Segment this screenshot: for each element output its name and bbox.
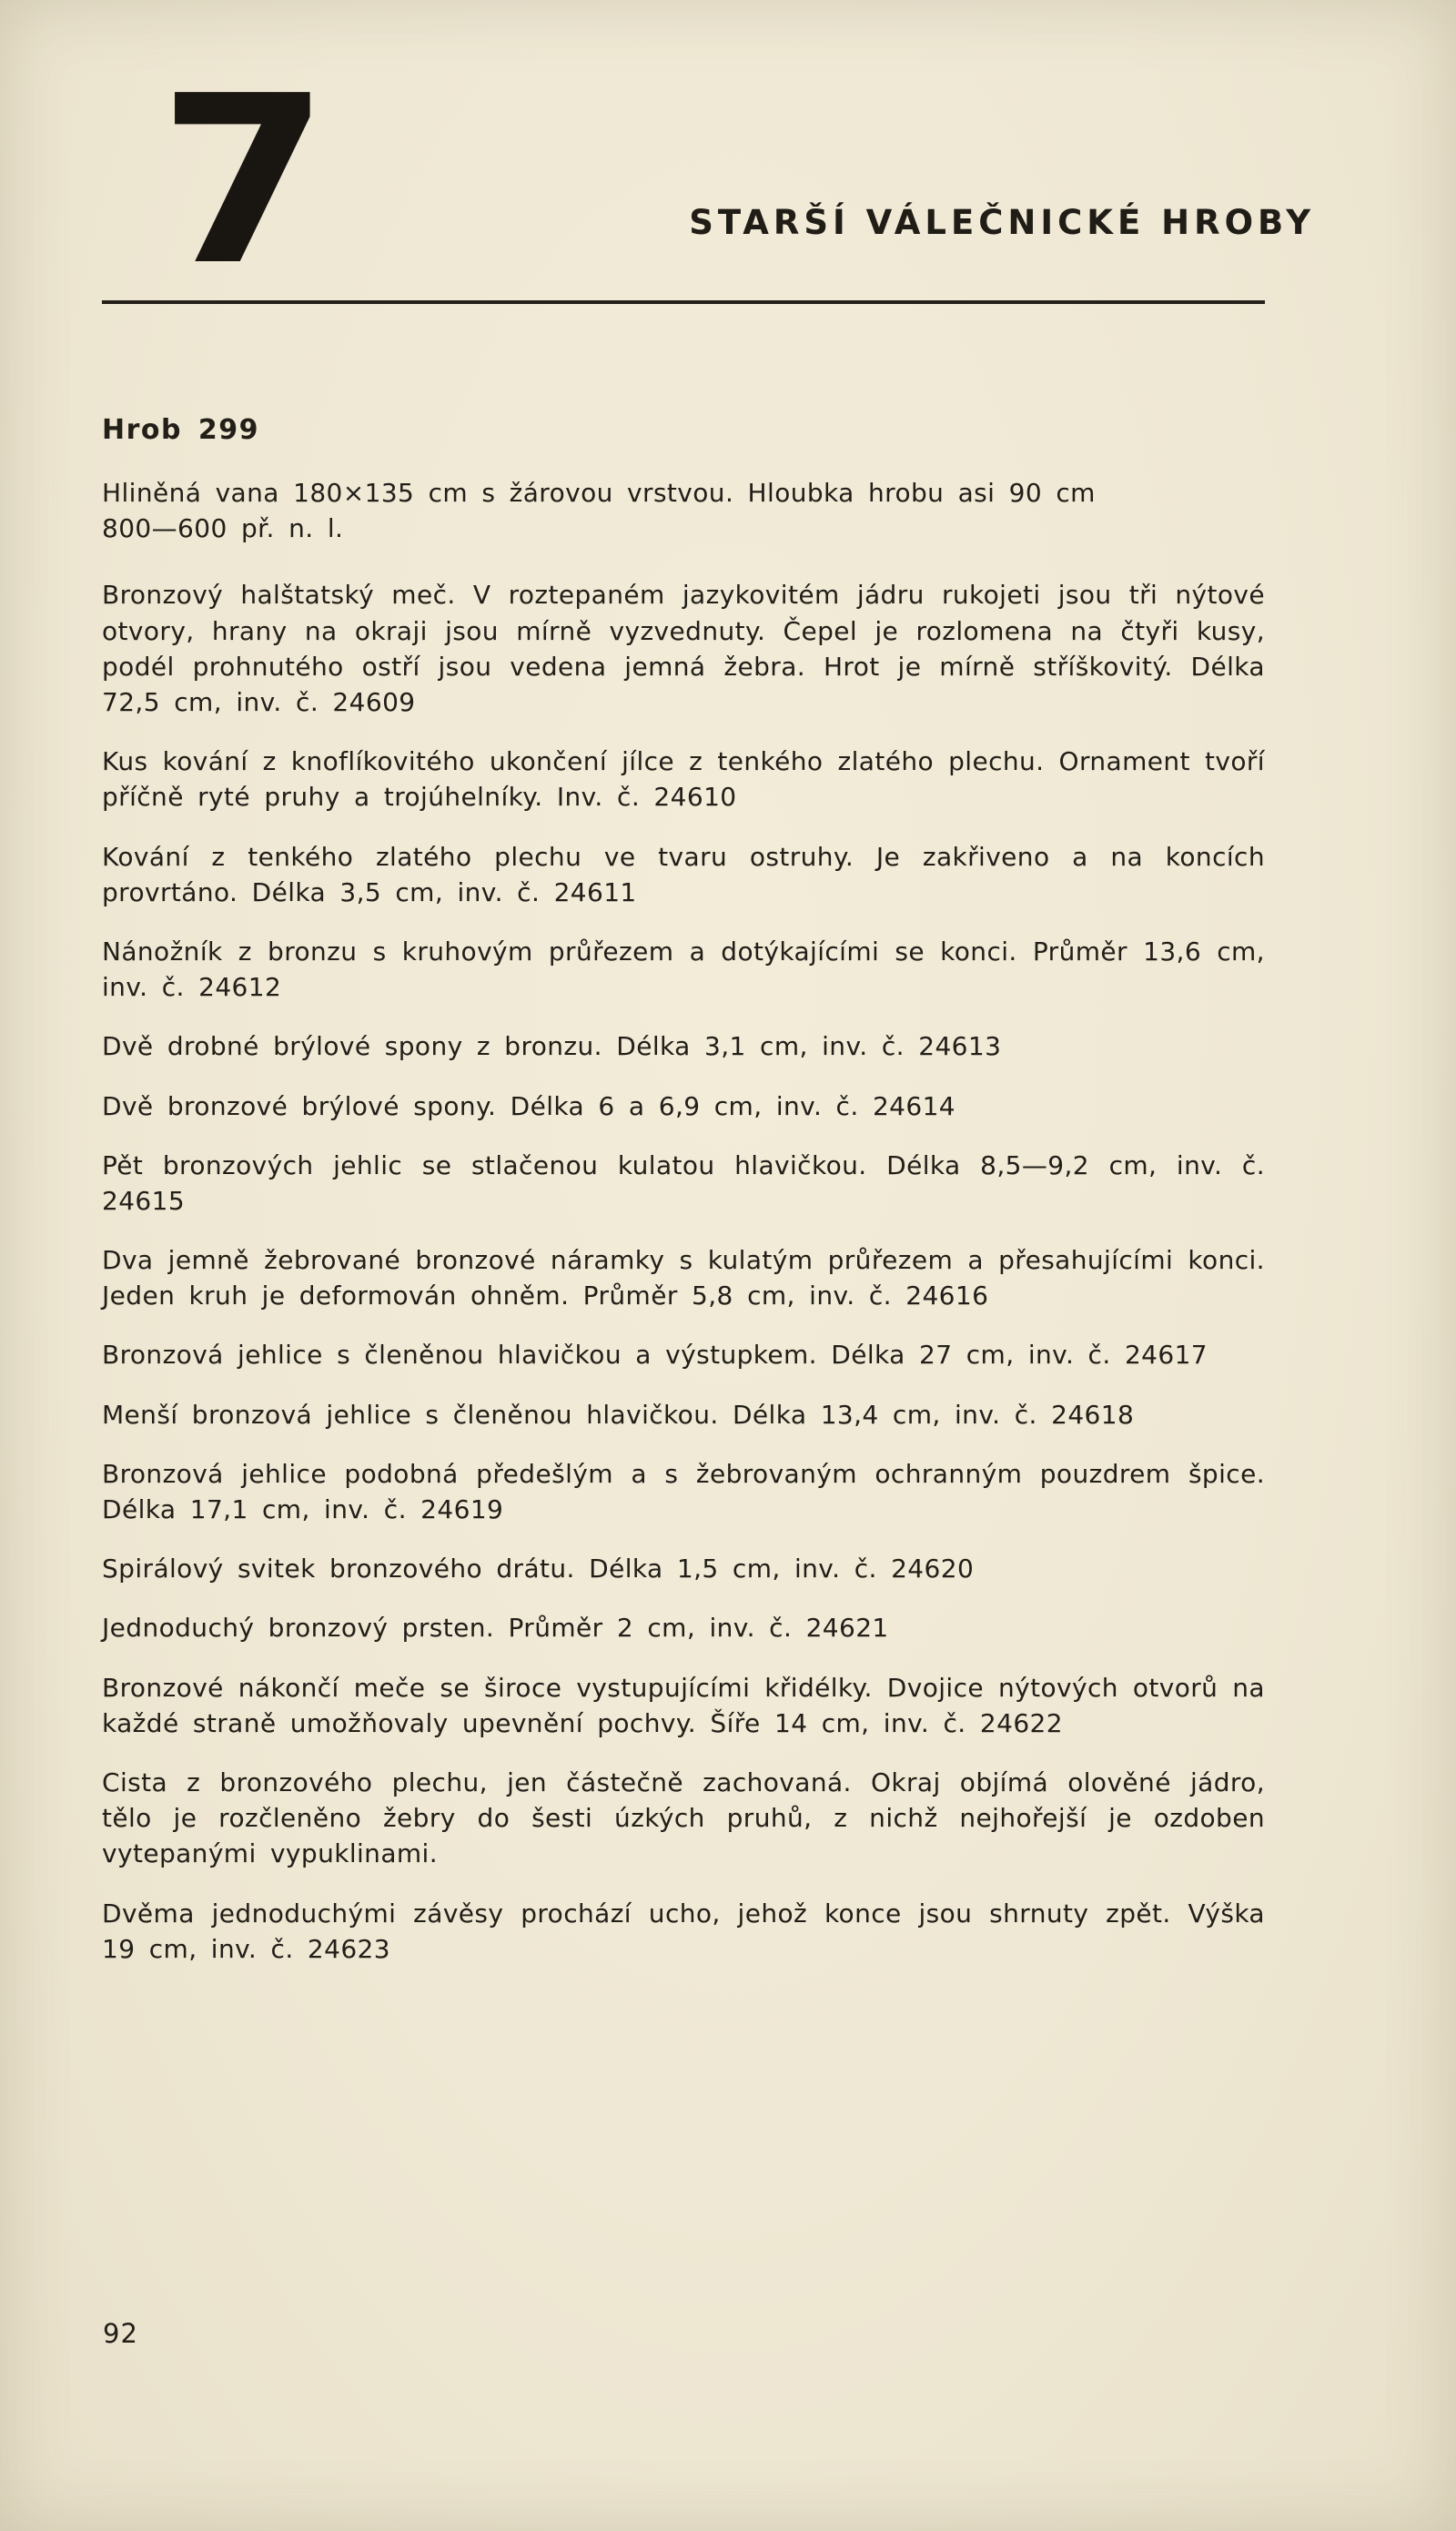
chapter-header [0,0,1456,317]
grave-entry: Kus kování z knoflíkovitého ukončení jílce z tenkého zlatého plechu. Ornament tvoří příčně ryté pruhy a trojúhelníky. Inv. č. 24610 [102,746,1265,813]
grave-entry: Dva jemně žebrované bronzové náramky s kulatým průřezem a přesahujícími konci. Jeden kruh je deformován ohněm. Průměr 5,8 cm, inv. č. 24616 [102,1245,1265,1311]
chapter-title: STARŠÍ VÁLEČNICKÉ HROBY [689,203,1315,243]
grave-entry: Pět bronzových jehlic se stlačenou kulatou hlavičkou. Délka 8,5—9,2 cm, inv. č. 24615 [102,1149,1265,1216]
grave-entry: Dvěma jednoduchými závěsy prochází ucho, jehož konce jsou shrnuty zpět. Výška 19 cm, inv. č. 24623 [102,1898,1265,1964]
grave-heading: Hrob 299 [102,414,260,447]
grave-entry: Nánožník z bronzu s kruhovým průřezem a dotýkajícími se konci. Průměr 13,6 cm, inv. č. 24612 [102,936,1265,1003]
grave-intro-line: Hliněná vana 180×135 cm s žárovou vrstvou. Hloubka hrobu asi 90 cm [102,478,1096,509]
grave-entry: Dvě bronzové brýlové spony. Délka 6 a 6,9 cm, inv. č. 24614 [102,1090,956,1121]
grave-description [102,411,1265,1967]
grave-entry: Kování z tenkého zlatého plechu ve tvaru ostruhy. Je zakřiveno a na koncích provrtáno. Délka 3,5 cm, inv. č. 24611 [102,841,1265,907]
page-number: 92 [103,2318,138,2349]
grave-dating-line: 800—600 př. n. l. [102,513,344,544]
grave-entry: Jednoduchý bronzový prsten. Průměr 2 cm, inv. č. 24621 [102,1613,889,1644]
grave-entry: Bronzové nákončí meče se široce vystupujícími křidélky. Dvojice nýtových otvorů na každé straně umožňovaly upevnění pochvy. Šíře 14 cm, inv. č. 24622 [102,1672,1265,1738]
grave-entry: Bronzová jehlice s členěnou hlavičkou a výstupkem. Délka 27 cm, inv. č. 24617 [102,1340,1208,1371]
grave-entry: Dvě drobné brýlové spony z bronzu. Délka 3,1 cm, inv. č. 24613 [102,1031,1002,1062]
grave-entry: Bronzový halštatský meč. V roztepaném jazykovitém jádru rukojeti jsou tři nýtové otvory, hrany na okraji jsou mírně vyzvednuty. Čepel je rozlomena na čtyři kusy, podél prohnutého ostří jsou vedena jemná žebra. Hrot je mírně stříškovitý. Délka 72,5 cm, inv. č. 24609 [102,580,1265,718]
chapter-number: 7 [158,46,324,317]
grave-entry: Bronzová jehlice podobná předešlým a s žebrovaným ochranným pouzdrem špice. Délka 17,1 cm, inv. č. 24619 [102,1458,1265,1525]
grave-entry: Cista z bronzového plechu, jen částečně zachovaná. Okraj objímá olověné jádro, tělo je rozčleněno žebry do šesti úzkých pruhů, z nichž nejhořejší je ozdoben vytepanými vypuklinami. [102,1767,1265,1869]
grave-entry: Spirálový svitek bronzového drátu. Délka 1,5 cm, inv. č. 24620 [102,1554,975,1584]
grave-entry: Menší bronzová jehlice s členěnou hlavičkou. Délka 13,4 cm, inv. č. 24618 [102,1399,1135,1430]
